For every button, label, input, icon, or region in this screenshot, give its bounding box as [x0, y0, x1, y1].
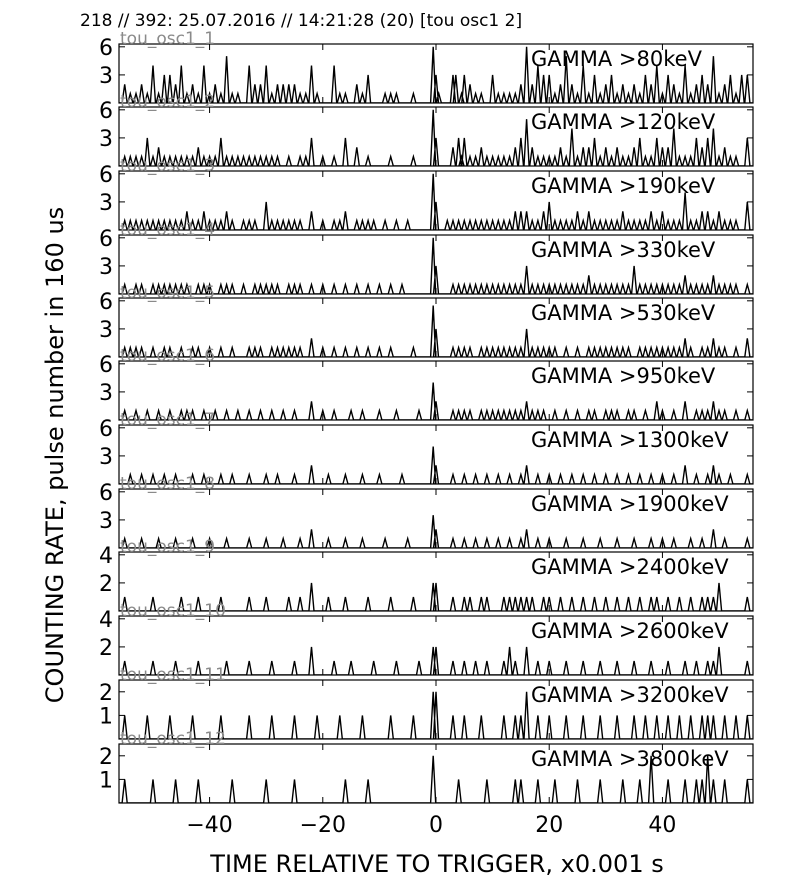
panel-7	[99, 410, 753, 484]
y-axis-title: COUNTING RATE, pulse number in 160 us	[41, 206, 69, 704]
panel-energy-label: GAMMA >2400keV	[531, 555, 729, 579]
y-tick-label: 6	[99, 416, 113, 442]
y-tick-label: 1	[99, 768, 113, 794]
y-tick-label: 2	[99, 635, 113, 661]
y-tick-label: 2	[99, 571, 113, 597]
panel-energy-label: GAMMA >2600keV	[531, 619, 729, 643]
y-tick-label: 6	[99, 35, 113, 61]
y-tick-label: 6	[99, 480, 113, 506]
y-tick-label: 3	[99, 254, 113, 280]
panel-12	[99, 729, 753, 803]
panel-energy-label: GAMMA >330keV	[531, 238, 716, 262]
y-tick-label: 3	[99, 444, 113, 470]
panel-channel-label: tou_osc1_6	[120, 346, 216, 366]
x-tick-label: −20	[299, 813, 347, 838]
y-tick-label: 6	[99, 162, 113, 188]
y-tick-label: 3	[99, 190, 113, 216]
y-tick-label: 6	[99, 289, 113, 315]
panels-container	[99, 29, 753, 803]
panel-channel-label: tou_osc1_5	[120, 283, 216, 303]
panel-channel-label: tou_osc1_11	[120, 665, 226, 685]
y-tick-label: 3	[99, 63, 113, 89]
panel-channel-label: tou_osc1_7	[120, 410, 216, 430]
panel-energy-label: GAMMA >530keV	[531, 301, 716, 325]
y-tick-label: 2	[99, 680, 113, 706]
y-tick-label: 3	[99, 317, 113, 343]
y-tick-label: 6	[99, 226, 113, 252]
y-tick-label: 1	[99, 704, 113, 730]
panel-channel-label: tou_osc1_3	[120, 156, 216, 176]
panel-10	[99, 601, 753, 675]
x-tick-label: 0	[429, 813, 443, 838]
panel-energy-label: GAMMA >120keV	[531, 110, 716, 134]
x-axis-title: TIME RELATIVE TO TRIGGER, x0.001 s	[210, 850, 664, 878]
panel-channel-label: tou_osc1_12	[120, 729, 226, 749]
panel-channel-label: tou_osc1_1	[120, 29, 216, 49]
panel-energy-label: GAMMA >3200keV	[531, 683, 729, 707]
panel-energy-label: GAMMA >950keV	[531, 364, 716, 388]
panel-11	[99, 665, 753, 739]
y-tick-label: 4	[99, 543, 113, 569]
panel-channel-label: tou_osc1_9	[120, 537, 216, 557]
panel-channel-label: tou_osc1_2	[120, 92, 216, 112]
y-tick-label: 3	[99, 126, 113, 152]
panel-energy-label: GAMMA >3800keV	[531, 747, 729, 771]
panel-channel-label: tou_osc1_8	[120, 474, 216, 494]
y-tick-label: 6	[99, 98, 113, 124]
panel-energy-label: GAMMA >1900keV	[531, 492, 729, 516]
x-tick-label: 20	[535, 813, 564, 838]
panel-energy-label: GAMMA >1300keV	[531, 428, 729, 452]
figure-header-title: 218 // 392: 25.07.2016 // 14:21:28 (20) [tou osc1 2]	[80, 11, 523, 31]
panel-3	[99, 156, 753, 230]
panel-channel-label: tou_osc1_10	[120, 601, 226, 621]
y-tick-label: 2	[99, 744, 113, 770]
y-tick-label: 6	[99, 352, 113, 378]
x-axis-tick-labels	[186, 813, 676, 838]
panel-energy-label: GAMMA >190keV	[531, 174, 716, 198]
y-tick-label: 3	[99, 380, 113, 406]
x-tick-label: −40	[186, 813, 233, 838]
panel-channel-label: tou_osc1_4	[120, 220, 216, 240]
panel-energy-label: GAMMA >80keV	[531, 47, 702, 71]
y-tick-label: 4	[99, 607, 113, 633]
x-tick-label: 40	[648, 813, 677, 838]
y-tick-label: 3	[99, 508, 113, 534]
